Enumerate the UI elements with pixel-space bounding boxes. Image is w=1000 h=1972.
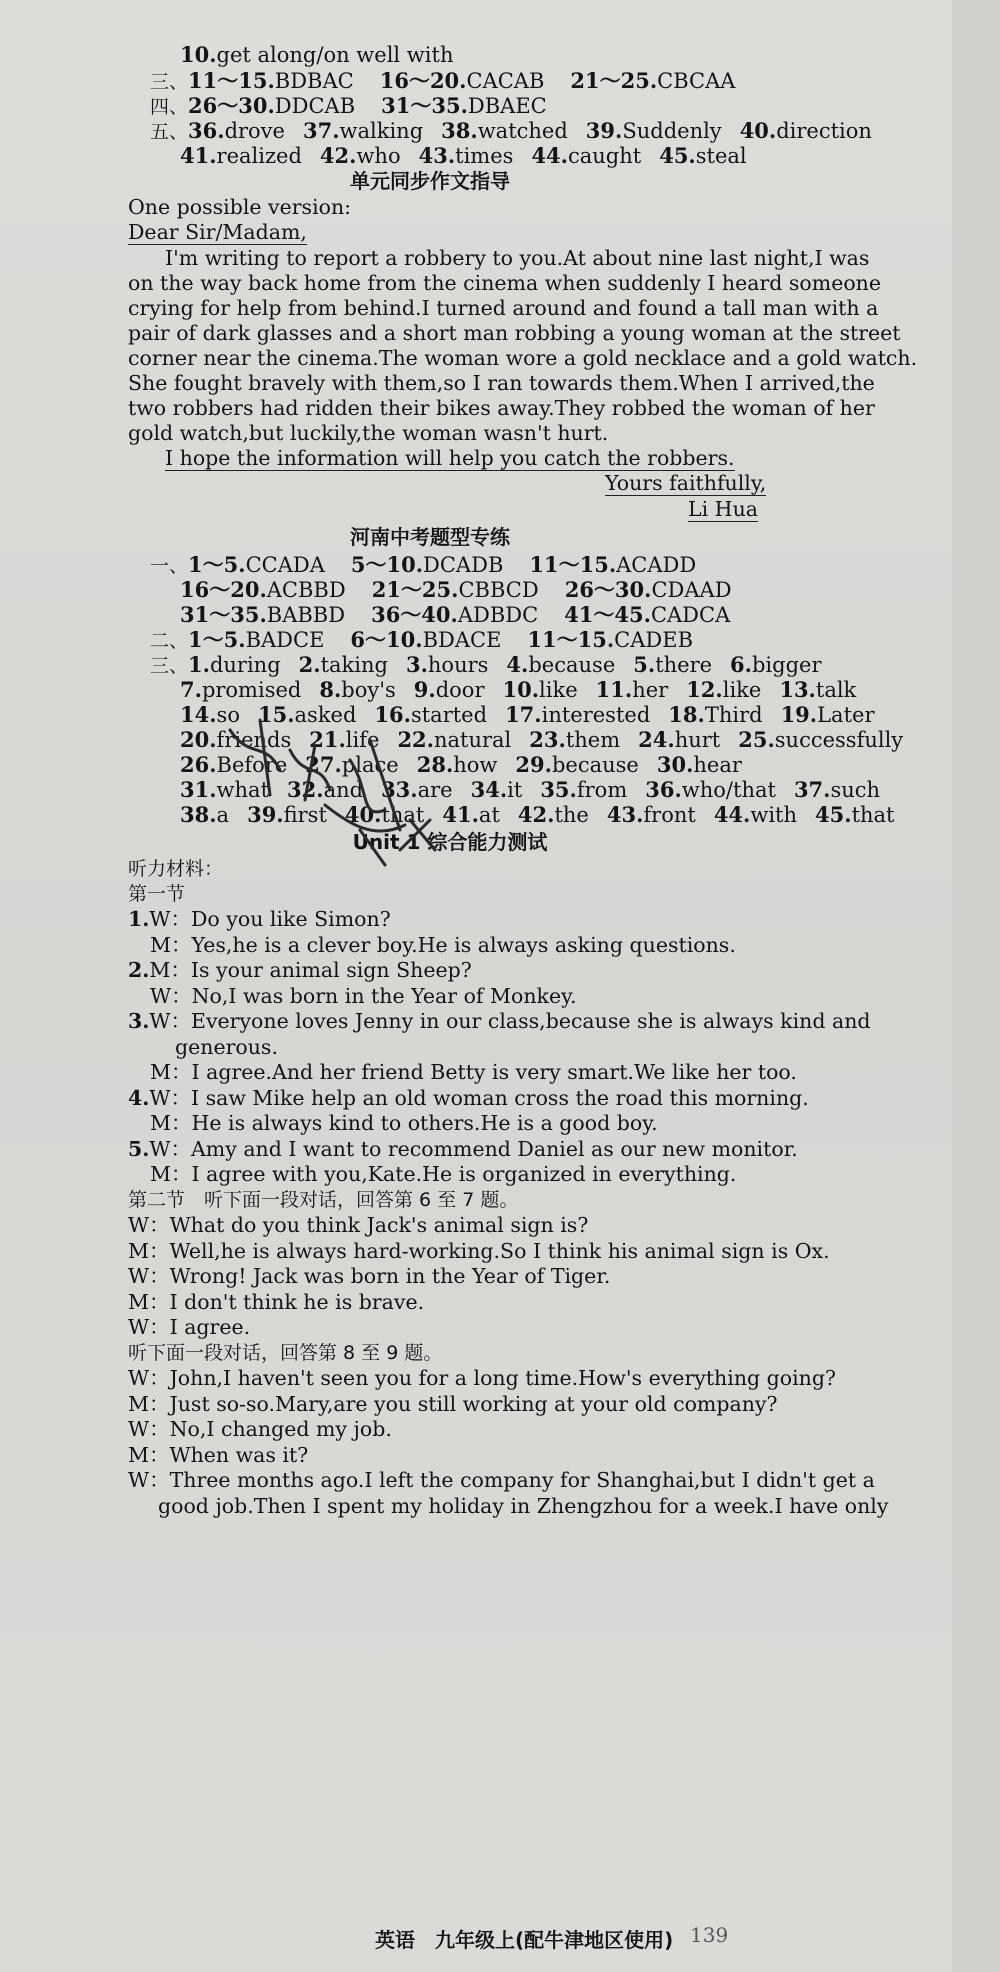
speaker: W： xyxy=(128,1366,170,1390)
answer-text: CADEB xyxy=(614,628,694,652)
answer-text: them xyxy=(565,728,621,752)
answer-number: 23. xyxy=(529,727,566,752)
essay-last-line: I hope the information will help you catch the robbers. xyxy=(165,446,735,470)
answer-text: asked xyxy=(294,703,357,727)
answer-text: like xyxy=(539,678,578,702)
item-number: 1. xyxy=(128,907,150,931)
answer-text: how xyxy=(453,753,498,777)
section-label: 第一节 xyxy=(128,883,186,905)
answer-number: 4. xyxy=(506,652,529,677)
section-heading: 单元同步作文指导 xyxy=(350,169,510,193)
answer-number: 41. xyxy=(442,802,479,827)
answer-number: 18. xyxy=(668,702,705,727)
handwritten-scribble xyxy=(210,700,450,870)
answer-number: 31. xyxy=(180,777,217,802)
answer-text: with xyxy=(750,803,798,827)
dialogue-text: When was it? xyxy=(169,1442,309,1467)
speaker: W： xyxy=(149,907,191,931)
answer-text: a xyxy=(216,803,230,827)
answer-text: who/that xyxy=(681,778,776,802)
answer-number: 43. xyxy=(418,143,456,168)
speaker: M： xyxy=(128,1391,170,1416)
speaker: W： xyxy=(128,1468,170,1492)
answer-number: 24. xyxy=(638,727,675,752)
dialogue-text: generous. xyxy=(175,1034,278,1059)
answer-number: 6. xyxy=(730,652,752,677)
speaker: W： xyxy=(128,1315,170,1339)
answer-text: there xyxy=(655,653,713,677)
answer-text: what xyxy=(216,778,270,802)
answer-text: DDCAB xyxy=(274,94,356,118)
speaker: M： xyxy=(150,932,192,957)
dialogue-text: No,I changed my job. xyxy=(169,1417,392,1441)
answer-text: friends xyxy=(216,728,292,752)
answer-text: bigger xyxy=(751,653,822,677)
speaker: M： xyxy=(150,1060,192,1084)
answer-text: that xyxy=(381,803,425,827)
dialogue-text: good job.Then I spent my holiday in Zhengzhou for a week.I have only xyxy=(158,1493,889,1518)
answer-text: caught xyxy=(567,144,642,168)
answer-text: like xyxy=(722,678,762,702)
answer-text: ADBDC xyxy=(457,603,539,627)
answer-text: realized xyxy=(216,144,302,168)
answer-number: 15. xyxy=(257,702,295,727)
answer-text: started xyxy=(410,703,488,727)
answer-text: hear xyxy=(693,753,742,777)
answer-text: first xyxy=(283,803,327,827)
answer-number: 10. xyxy=(180,42,217,67)
item-number: 5. xyxy=(128,1136,150,1161)
answer-text: her xyxy=(632,678,669,702)
section-label: 第二节 听下面一段对话，回答第 6 至 7 题。 xyxy=(128,1188,519,1211)
answer-text: CDAAD xyxy=(651,578,732,602)
answer-number: 11～15. xyxy=(529,552,617,577)
section-number: 一、 xyxy=(150,555,189,577)
essay-line: two robbers had ridden their bikes away.They robbed the woman of her xyxy=(128,396,875,420)
answer-number: 32. xyxy=(287,777,324,802)
answer-number: 13. xyxy=(779,677,816,702)
answer-text: successfully xyxy=(774,728,904,752)
answer-number: 36. xyxy=(188,118,225,143)
answer-number: 21～25. xyxy=(371,577,459,602)
answer-number: 40. xyxy=(739,118,777,143)
answer-number: 5. xyxy=(633,652,656,677)
dialogue-text: John,I haven't seen you for a long time.How's everything going? xyxy=(169,1366,836,1390)
answer-text: during xyxy=(209,653,281,677)
answer-number: 42. xyxy=(319,143,357,168)
answer-text: such xyxy=(830,778,881,802)
answer-text: from xyxy=(576,778,628,802)
answer-number: 8. xyxy=(319,677,342,702)
essay-line: I'm writing to report a robbery to you.At about nine last night,I was xyxy=(165,246,870,270)
answer-number: 3. xyxy=(405,652,428,677)
speaker: W： xyxy=(150,983,192,1008)
answer-text: front xyxy=(643,803,696,827)
answer-number: 29. xyxy=(515,752,552,777)
answer-number: 31～35. xyxy=(180,602,267,627)
answer-text: hours xyxy=(427,653,489,677)
answer-text: DCADB xyxy=(423,553,504,577)
answer-number: 44. xyxy=(531,143,568,168)
answer-number: 36. xyxy=(645,777,682,802)
writing-intro: One possible version: xyxy=(128,195,352,219)
speaker: W： xyxy=(128,1264,170,1288)
answer-text: who xyxy=(356,144,401,168)
answer-number: 44. xyxy=(713,802,751,827)
answer-number: 5～10. xyxy=(350,552,424,577)
answer-text: CADCA xyxy=(650,603,731,627)
answer-number: 42. xyxy=(517,802,555,827)
answer-text: BABBD xyxy=(266,603,346,627)
answer-text: the xyxy=(554,803,589,827)
dialogue-text: I don't think he is brave. xyxy=(169,1289,425,1314)
essay-line: on the way back home from the cinema when suddenly I heard someone xyxy=(128,271,882,295)
dialogue-line xyxy=(158,1491,888,1521)
answer-number: 11～15. xyxy=(527,627,615,652)
answer-text: so xyxy=(216,703,240,727)
dialogue-text: Wrong! Jack was born in the Year of Tiger. xyxy=(169,1264,611,1288)
essay-line: gold watch,but luckily,the woman wasn't hurt. xyxy=(128,421,609,445)
answer-number: 19. xyxy=(780,702,818,727)
answer-text: life xyxy=(345,728,380,752)
answer-number: 16～20. xyxy=(379,68,467,93)
essay-line: corner near the cinema.The woman wore a gold necklace and a gold watch. xyxy=(128,346,918,370)
answer-text: CBCAA xyxy=(657,69,736,93)
answer-number: 37. xyxy=(302,118,340,143)
answer-text: Later xyxy=(817,703,875,727)
answer-number: 45. xyxy=(815,802,852,827)
answer-text: walking xyxy=(339,119,424,143)
section-number: 四、 xyxy=(150,96,189,118)
answer-number: 10. xyxy=(502,677,540,702)
answer-number: 9. xyxy=(413,677,436,702)
answer-number: 30. xyxy=(656,752,694,777)
answer-number: 27. xyxy=(305,752,342,777)
answer-number: 17. xyxy=(505,702,542,727)
answer-number: 21～25. xyxy=(570,68,658,93)
signature xyxy=(688,494,758,524)
dialogue-text: I saw Mike help an old woman cross the road this morning. xyxy=(190,1085,809,1110)
essay-line: pair of dark glasses and a short man robbing a young woman at the street xyxy=(128,321,901,345)
answer-number: 22. xyxy=(397,727,434,752)
dialogue-text: I agree.And her friend Betty is very smart.We like her too. xyxy=(191,1060,797,1084)
answer-number: 26～30. xyxy=(188,93,275,118)
answer-number: 40. xyxy=(344,802,382,827)
answer-number: 38. xyxy=(180,802,217,827)
answer-text: promised xyxy=(201,678,302,702)
answer-number: 12. xyxy=(686,677,723,702)
dialogue-text: No,I was born in the Year of Monkey. xyxy=(191,983,577,1008)
dialogue-text: He is always kind to others.He is a good boy. xyxy=(191,1111,658,1135)
answer-number: 28. xyxy=(416,752,454,777)
answer-text: because xyxy=(551,753,639,777)
answer-number: 39. xyxy=(247,802,284,827)
answer-number: 21. xyxy=(309,727,346,752)
answer-number: 11～15. xyxy=(188,68,275,93)
answer-text: door xyxy=(435,678,485,702)
answer-number: 45. xyxy=(659,143,696,168)
answer-text: ACADD xyxy=(616,553,697,577)
dialogue-text: Yes,he is a clever boy.He is always asking questions. xyxy=(191,932,736,957)
answer-text: drove xyxy=(224,119,285,143)
answer-text: because xyxy=(528,653,616,677)
closing-text: Yours faithfully, xyxy=(605,471,767,495)
section-number: 三、 xyxy=(150,655,189,677)
answer-text: it xyxy=(507,778,523,802)
dialogue-text: Three months ago.I left the company for Shanghai,but I didn't get a xyxy=(169,1468,875,1492)
answer-text: times xyxy=(455,144,514,168)
answer-number: 35. xyxy=(540,777,577,802)
answer-number: 2. xyxy=(298,652,321,677)
answer-text: BADCE xyxy=(245,628,325,652)
answer-number: 14. xyxy=(180,702,217,727)
speaker: M： xyxy=(150,1111,192,1135)
answer-number: 7. xyxy=(180,677,202,702)
answer-number: 1～5. xyxy=(188,627,246,652)
page-number: 139 xyxy=(690,1923,729,1947)
answer-number: 33. xyxy=(381,777,418,802)
answer-number: 41. xyxy=(180,143,217,168)
answer-text: talk xyxy=(815,678,857,702)
answer-text: steal xyxy=(695,144,747,168)
answer-number: 36～40. xyxy=(371,602,458,627)
item-number: 4. xyxy=(128,1085,150,1110)
dialogue-text: Well,he is always hard-working.So I think his animal sign is Ox. xyxy=(169,1238,830,1263)
answer-text: BDACE xyxy=(422,628,502,652)
answer-text: Suddenly xyxy=(622,119,722,143)
answer-text: interested xyxy=(541,703,651,727)
footer: 英语 九年级上(配牛津地区使用) xyxy=(375,1928,674,1952)
item-number: 3. xyxy=(128,1009,150,1033)
signature-text: Li Hua xyxy=(688,497,758,521)
answer-number: 31～35. xyxy=(381,93,468,118)
salutation-text: Dear Sir/Madam, xyxy=(128,220,307,244)
section-heading: 河南中考题型专练 xyxy=(350,525,510,549)
dialogue-text: I agree with you,Kate.He is organized in everything. xyxy=(191,1162,737,1186)
answer-number: 37. xyxy=(793,777,831,802)
answer-text: CBBCD xyxy=(458,578,539,602)
speaker: M： xyxy=(149,958,191,982)
section-number: 五、 xyxy=(150,121,189,143)
section-number: 三、 xyxy=(150,71,189,93)
answer-text: direction xyxy=(776,119,872,143)
dialogue-text: Amy and I want to recommend Daniel as our new monitor. xyxy=(190,1136,798,1161)
answer-text: CACAB xyxy=(466,69,545,93)
dialogue-text: I agree. xyxy=(169,1315,251,1339)
answer-text: BDBAC xyxy=(274,69,354,93)
item-number: 2. xyxy=(128,958,150,982)
answer-number: 11. xyxy=(595,677,633,702)
speaker: W： xyxy=(128,1417,170,1441)
answer-number: 34. xyxy=(470,777,508,802)
answer-number: 16. xyxy=(374,702,411,727)
answer-text: are xyxy=(417,778,453,802)
speaker: M： xyxy=(128,1442,170,1467)
answer-number: 1～5. xyxy=(188,552,246,577)
answer-text: hurt xyxy=(674,728,721,752)
dialogue-text: Just so-so.Mary,are you still working at your old company? xyxy=(169,1391,778,1416)
answer-number: 38. xyxy=(441,118,478,143)
answer-number: 20. xyxy=(180,727,217,752)
answer-text: at xyxy=(478,803,500,827)
speaker: W： xyxy=(128,1213,170,1237)
answer-text: that xyxy=(851,803,895,827)
dialogue-text: Everyone loves Jenny in our class,because she is always kind and xyxy=(190,1009,871,1033)
answer-text: boy's xyxy=(341,678,396,702)
answer-text: ACBBD xyxy=(266,578,346,602)
answer-number: 26～30. xyxy=(564,577,652,602)
answer-text: Before xyxy=(216,753,288,777)
speaker: M： xyxy=(128,1289,170,1314)
answer-text: Third xyxy=(704,703,763,727)
dialogue-text: Do you like Simon? xyxy=(190,907,391,931)
speaker: W： xyxy=(149,1136,191,1161)
speaker: W： xyxy=(149,1009,191,1033)
answer-number: 16～20. xyxy=(180,577,267,602)
page-edge-shadow xyxy=(952,0,1000,1972)
essay-line: She fought bravely with them,so I ran towards them.When I arrived,the xyxy=(128,371,875,395)
answer-number: 41～45. xyxy=(564,602,651,627)
answer-number: 26. xyxy=(180,752,217,777)
unit-heading: Unit 1 综合能力测试 xyxy=(352,830,548,854)
answer-text: and xyxy=(323,778,364,802)
answer-number: 1. xyxy=(188,652,210,677)
speaker: M： xyxy=(128,1238,170,1263)
answer-text: place xyxy=(341,753,399,777)
answer-number: 6～10. xyxy=(350,627,423,652)
answer-text: natural xyxy=(433,728,512,752)
dialogue-text: What do you think Jack's animal sign is? xyxy=(169,1213,589,1237)
dialogue-text: Is your animal sign Sheep? xyxy=(190,958,472,982)
essay-line: crying for help from behind.I turned around and found a tall man with a xyxy=(128,296,879,320)
answer-number: 39. xyxy=(585,118,623,143)
speaker: W： xyxy=(149,1085,191,1110)
section-label: 听下面一段对话，回答第 8 至 9 题。 xyxy=(128,1341,443,1364)
listening-label: 听力材料： xyxy=(128,858,224,880)
section-number: 二、 xyxy=(150,630,189,652)
answer-number: 25. xyxy=(738,727,775,752)
answer-text: DBAEC xyxy=(467,94,547,118)
answer-text: taking xyxy=(320,653,388,677)
answer-number: 43. xyxy=(606,802,644,827)
answer-text: CCADA xyxy=(245,553,325,577)
answer-text: get along/on well with xyxy=(216,43,454,67)
speaker: M： xyxy=(150,1162,192,1186)
answer-text: watched xyxy=(477,119,568,143)
